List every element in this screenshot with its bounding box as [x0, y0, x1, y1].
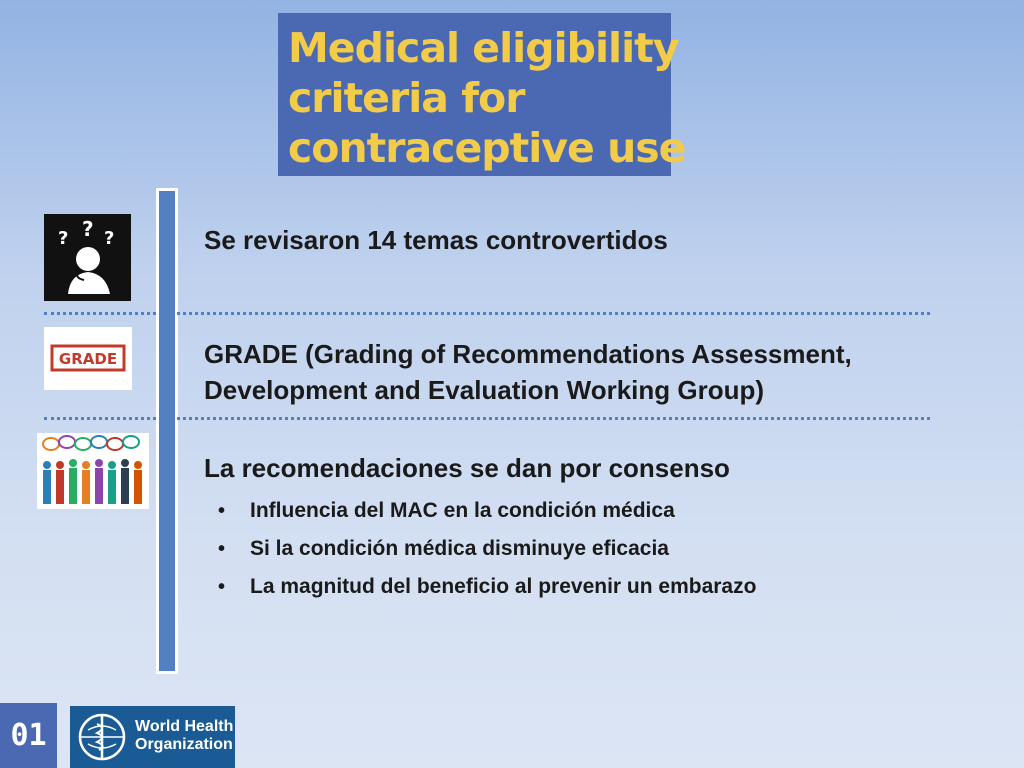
title-line-2: criteria for [288, 74, 525, 122]
bullet-text: Si la condición médica disminuye eficacia [250, 537, 669, 560]
who-text-line-1: World Health [135, 718, 234, 735]
list-item [218, 568, 756, 606]
who-text [135, 718, 233, 754]
bullet-list [218, 492, 756, 606]
list-item [218, 530, 756, 568]
people-speech-bubbles-icon [37, 433, 149, 509]
vertical-divider-bar [156, 188, 178, 674]
list-item [218, 492, 756, 530]
slide-number: 01 [0, 703, 57, 768]
title-line-1: Medical eligibility [288, 24, 679, 72]
bullet-text: La magnitud del beneficio al prevenir un embarazo [250, 575, 757, 598]
bullet-icon: • [218, 500, 226, 522]
who-text-line-2: Organization [135, 736, 233, 753]
who-emblem-icon [72, 706, 132, 768]
who-logo [70, 706, 235, 768]
dotted-separator-1 [44, 312, 930, 315]
row-1-text: Se revisaron 14 temas controvertidos [204, 225, 668, 255]
row-2-text-line-1: GRADE (Grading of Recommendations Assessment, [204, 339, 852, 369]
title-line-3: contraceptive use [288, 124, 686, 172]
thinking-person-icon [44, 214, 131, 301]
row-3-text: La recomendaciones se dan por consenso [204, 453, 730, 483]
bullet-text: Influencia del MAC en la condición médica [250, 499, 675, 522]
svg-text:?: ? [104, 228, 115, 249]
row-2-text-line-2: Development and Evaluation Working Group) [204, 375, 765, 405]
bullet-icon: • [218, 576, 226, 598]
svg-text:?: ? [82, 217, 94, 241]
grade-stamp-icon [44, 327, 132, 390]
title-box [278, 13, 686, 176]
svg-text:?: ? [58, 228, 69, 249]
bullet-icon: • [218, 538, 226, 560]
dotted-separator-2 [44, 417, 930, 420]
grade-stamp-label: GRADE [58, 350, 118, 368]
